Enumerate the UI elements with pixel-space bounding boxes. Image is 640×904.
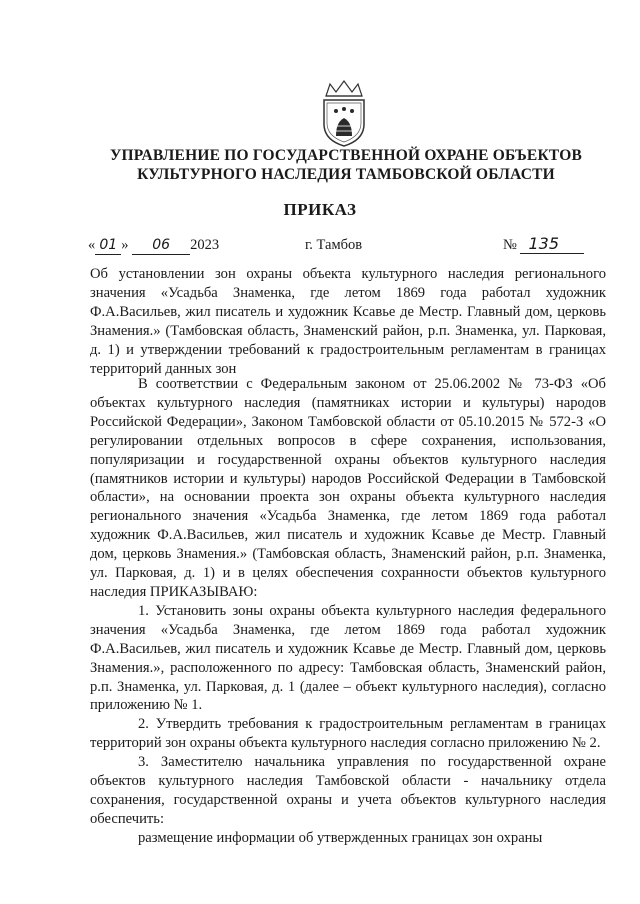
order-subject: Об установлении зон охраны объекта культурного наследия регионального значения «Усадьба Знаменка, где летом 1869 года работал художник Ф.А.Васильев, жил писатель и художник Ксавье де Местр. Главный дом, церковь Знамения.» (Тамбовская область, Знаменский район, р.п. Знаменка, ул. Парковая, д. 1) и утверждении требований к градостроительным регламентам в границах территорий данных зон bbox=[90, 266, 606, 377]
document-title: ПРИКАЗ bbox=[283, 200, 357, 219]
tambov-coat-of-arms-icon bbox=[316, 78, 372, 148]
agency-name-line-1: УПРАВЛЕНИЕ ПО ГОСУДАРСТВЕННОЙ ОХРАНЕ ОБЪЕКТОВ bbox=[109, 147, 583, 164]
order-item-1: 1. Установить зоны охраны объекта культурного наследия федерального значения «Усадьба Знаменка, где летом 1869 года работал художник Ф.А.Васильев, жил писатель и художник Ксавье де Местр. Главный дом, церковь Знамения.», расположенного по адресу: Тамбовская область, Знаменский район, р.п. Знаменка, ул. Парковая, д. 1 (далее – объект культурного наследия), согласно приложению № 1. bbox=[90, 602, 606, 714]
order-number bbox=[503, 234, 584, 258]
date-month: 06 bbox=[132, 236, 190, 255]
date-quote-close: » bbox=[121, 237, 129, 253]
agency-name bbox=[60, 146, 632, 184]
number-label: № bbox=[503, 237, 517, 253]
order-item-3: 3. Заместителю начальника управления по государственной охране объектов культурного наследия Тамбовской области - начальнику отдела сохранения, государственной охраны и учета объектов культурного наследия обеспечить: bbox=[90, 754, 606, 827]
date-quote-open: « bbox=[88, 237, 96, 253]
preamble-paragraph: В соответствии с Федеральным законом от 25.06.2002 № 73-ФЗ «Об объектах культурного наследия (памятниках истории и культуры) народов Российской Федерации», Законом Тамбовской области от 05.10.2015 № 572-З «О регулировании отдельных вопросов в сфере сохранения, использования, популяризации и государственной охраны объектов культурного наследия (памятников истории и культуры) народов Российской Федерации в Тамбовской области», на основании проекта зон охраны объекта культурного наследия регионального значения «Усадьба Знаменка, где летом 1869 года работал художник Ф.А.Васильев, жил писатель и художник Ксавье де Местр. Главный дом, церковь Знамения.» (Тамбовская область, Знаменский район, р.п. Знаменка, ул. Парковая, д. 1) и в целях обеспечения сохранности объектов культурного наследия ПРИКАЗЫВАЮ: bbox=[90, 376, 606, 600]
agency-name-line-2: КУЛЬТУРНОГО НАСЛЕДИЯ ТАМБОВСКОЙ ОБЛАСТИ bbox=[137, 166, 555, 183]
order-item-2: 2. Утвердить требования к градостроительным регламентам в границах территорий зон охраны объекта культурного наследия согласно приложению № 2. bbox=[90, 716, 606, 752]
date-year: 2023 bbox=[190, 237, 220, 253]
date-day: 01 bbox=[95, 236, 121, 255]
order-body bbox=[90, 375, 606, 848]
order-date bbox=[88, 234, 219, 258]
order-item-3-subitem: размещение информации об утвержденных границах зон охраны bbox=[138, 829, 543, 846]
number-value: 135 bbox=[520, 235, 584, 254]
order-place: г. Тамбов bbox=[305, 237, 363, 253]
